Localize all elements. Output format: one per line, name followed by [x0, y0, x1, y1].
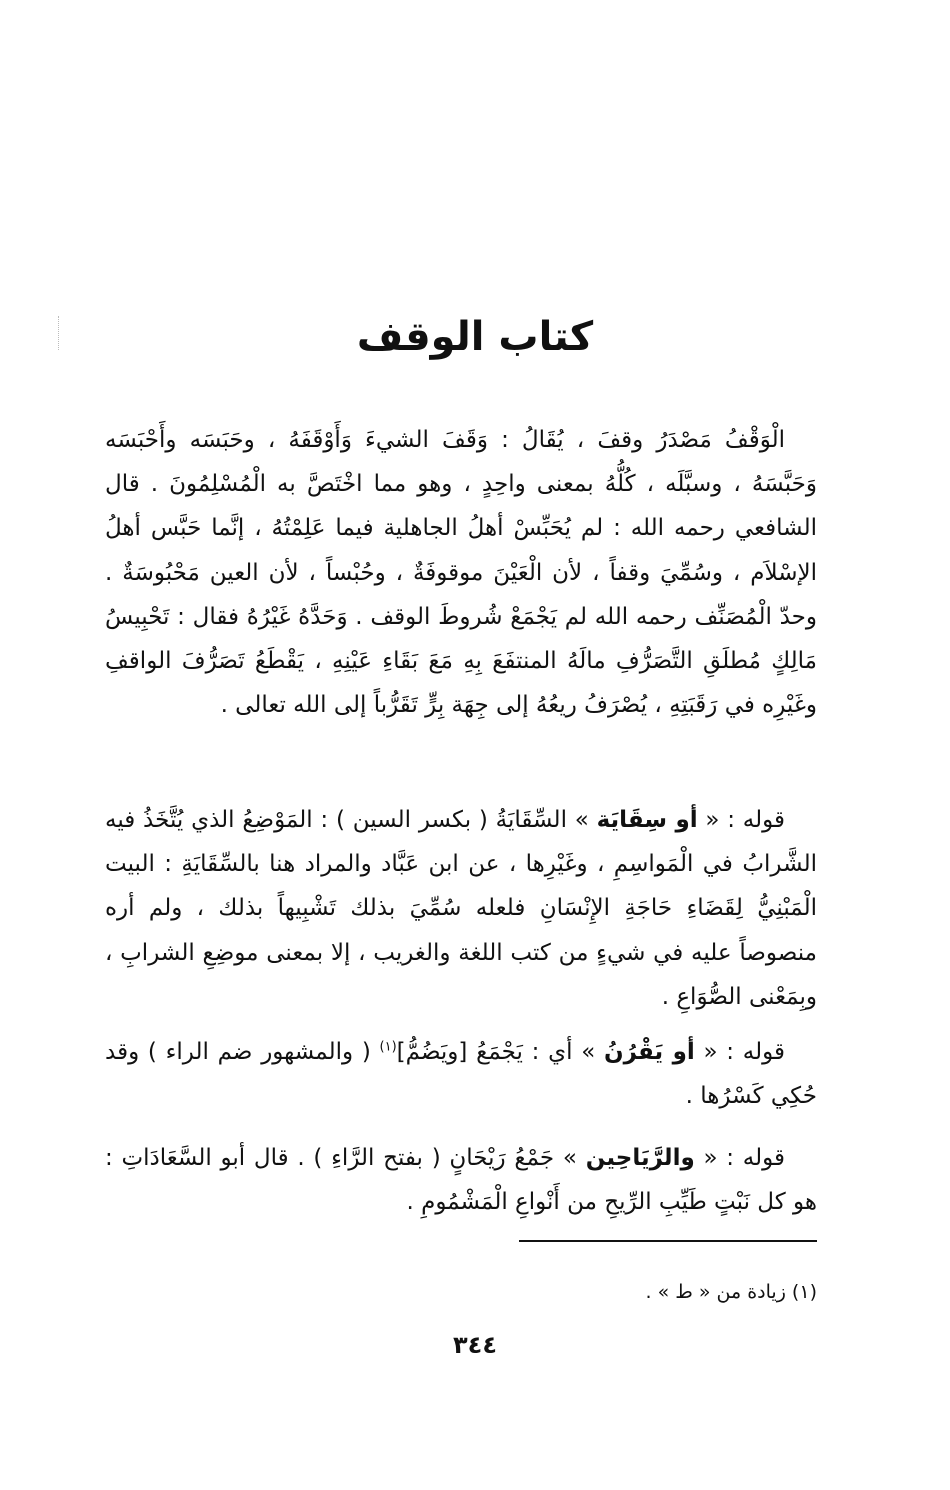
paragraph-text: [105, 798, 817, 1019]
commentary: » أي : يَجْمَعُ [ويَضُمُّ]: [396, 1039, 596, 1065]
paragraph-text: الْوَقْفُ مَصْدَرُ وقفَ ، يُقَالُ : وَقَفَ الشيءَ وَأَوْقَفَهُ ، وحَبَسَه وأَحْبَسَه وَحَبَّسَهُ ، وسبَّلَه ، كُلُّهُ بمعنى واحِدٍ ، وهو مما اخْتَصَّ به الْمُسْلِمُونَ . قال الشافعي رحمه الله : لم يُحَبِّسْ أهلُ الجاهلية فيما عَلِمْتُهُ ، إنَّما حَبَّس أهلُ الإسْلاَم ، وسُمِّيَ وقفاً ، لأن الْعَيْنَ موقوفَةٌ ، وحُبْساً ، لأن العين مَحْبُوسَةٌ . وحدّ الْمُصَنِّف رحمه الله لم يَجْمَعْ شُروطَ الوقف . وَحَدَّهُ غَيْرُهُ فقال : تَحْبِيسُ مَالِكٍ مُطلَقِ التَّصَرُّفِ مالَهُ المنتفَعَ بِهِ مَعَ بَقَاءِ عَيْنِهِ ، يَقْطَعُ تَصَرُّفَ الواقفِ وغَيْرِه في رَقَبَتِهِ ، يُصْرَفُ ريعُهُ إلى جِهَة بِرٍّ تَقَرُّباً إلى الله تعالى .: [105, 427, 817, 719]
paragraph-siqaya: [105, 798, 817, 1019]
lemma: والرَّيَاحِين: [585, 1145, 695, 1171]
quote-prefix: قوله : «: [703, 1039, 785, 1065]
quote-prefix: قوله : «: [705, 807, 786, 833]
commentary: » جَمْعُ رَيْحَانٍ ( بفتح الرَّاءِ ) . قال أبو السَّعَادَاتِ : هو كل نَبْتٍ طَيِّبِ الرِّيحِ من أَنْواعِ الْمَشْمُومِ .: [105, 1145, 817, 1216]
paragraph-rayahin: [105, 1136, 817, 1224]
paragraph-text: [105, 1030, 817, 1118]
footnote-separator: [519, 1240, 817, 1242]
paragraph-text: [105, 1136, 817, 1224]
paragraph-yaqrun: [105, 1030, 817, 1118]
paragraph-definition: [105, 418, 817, 727]
footnote: (١) زيادة من « ط » .: [645, 1281, 817, 1303]
lemma: أو يَقْرُنُ: [604, 1039, 695, 1065]
chapter-title: كتاب الوقف: [356, 314, 594, 360]
commentary: » السِّقَايَةُ ( بكسر السين ) : المَوْضِعُ الذي يُتَّخَذُ فيه الشَّرابُ في الْمَواسِمِ ، وغَيْرِها ، عن ابن عَبَّاد والمراد هنا بالسِّقَايَةِ : البيت الْمَبْنِيُّ لِقَضَاءِ حَاجَةِ الإِنْسَانِ فلعله سُمِّيَ بذلك تَشْبِيهاً بذلك ، ولم أره منصوصاً عليه في شيءٍ من كتب اللغة والغريب ، إلا بمعنى موضِعِ الشرابِ ، وبِمَعْنى الصُّوَاعِ .: [105, 807, 817, 1010]
footnote-marker: (١): [379, 1039, 397, 1055]
page-number: ٣٤٤: [453, 1331, 497, 1359]
lemma: أو سِقَايَة: [596, 807, 698, 833]
commentary-continued: ( والمشهور ضم الراء ) وقد حُكِي كَسْرُها .: [105, 1039, 817, 1110]
quote-prefix: قوله : «: [703, 1145, 785, 1171]
